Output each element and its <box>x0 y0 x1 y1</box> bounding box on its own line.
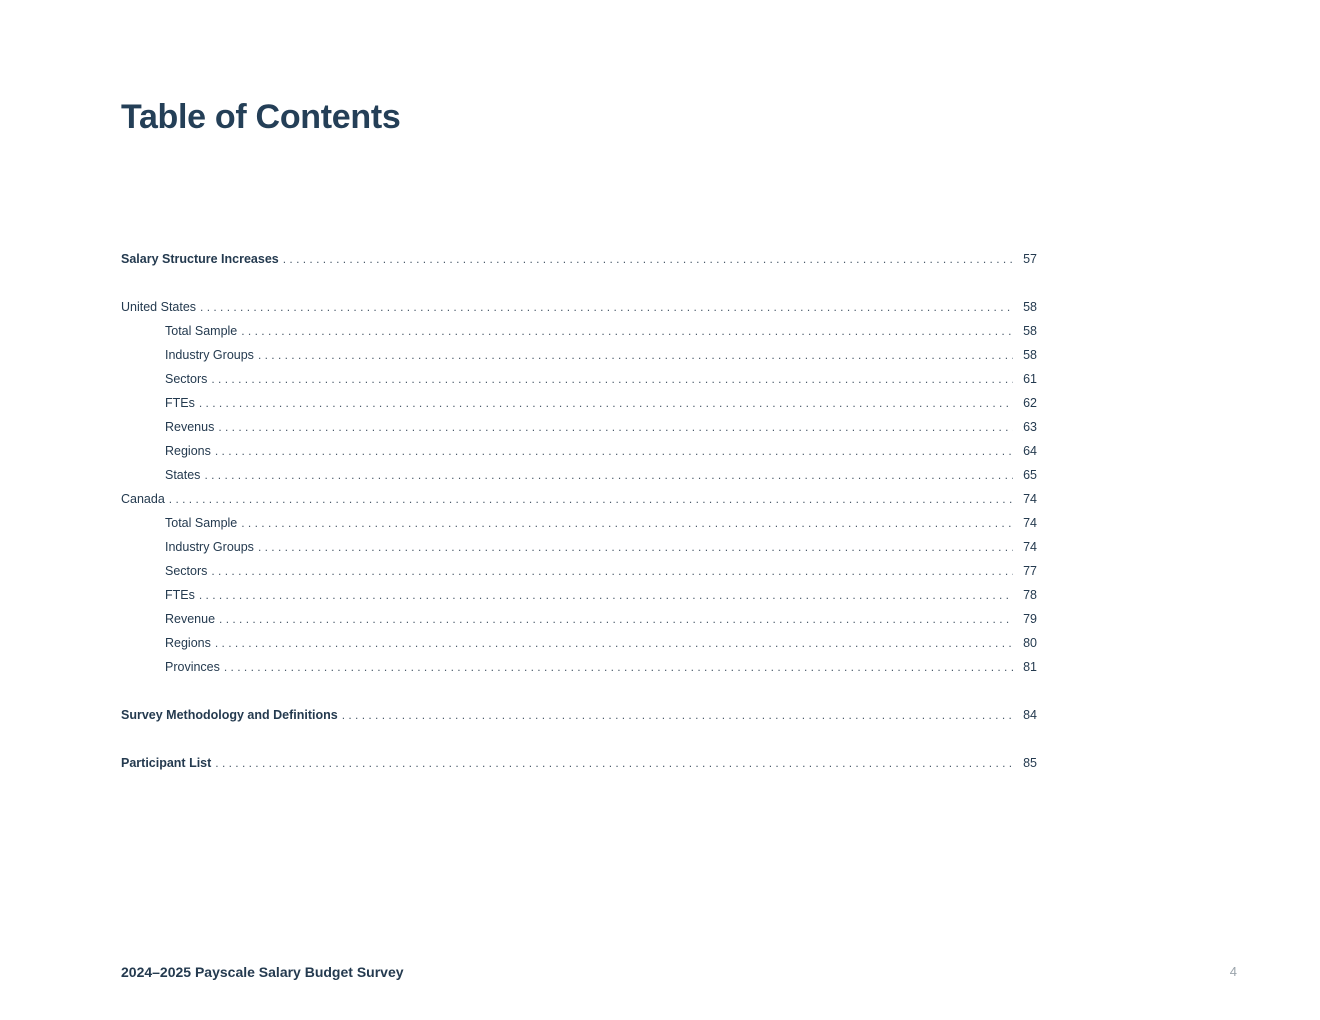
toc-entry-page: 79 <box>1023 612 1037 626</box>
toc-entry[interactable] <box>121 587 1037 611</box>
toc-entry[interactable] <box>121 323 1037 347</box>
toc-entry[interactable] <box>121 395 1037 419</box>
page-title: Table of Contents <box>121 98 401 136</box>
toc-entry-label: Sectors <box>165 564 208 578</box>
toc-entry[interactable] <box>121 419 1037 443</box>
toc-entry-page: 81 <box>1023 660 1037 674</box>
toc-entry-label: Industry Groups <box>165 540 254 554</box>
toc-dot-leader <box>215 755 1013 771</box>
toc-dot-leader <box>169 491 1013 507</box>
toc-dot-leader <box>224 659 1013 675</box>
toc-dot-leader <box>200 299 1013 315</box>
toc-entry-page: 58 <box>1023 348 1037 362</box>
toc-entry-page: 80 <box>1023 636 1037 650</box>
toc-entry-page: 65 <box>1023 468 1037 482</box>
toc-dot-leader <box>211 563 1013 579</box>
toc-entry-label: Canada <box>121 492 165 506</box>
toc-dot-leader <box>218 419 1013 435</box>
toc-dot-leader <box>241 515 1013 531</box>
toc-entry-page: 58 <box>1023 324 1037 338</box>
toc-entry[interactable] <box>121 515 1037 539</box>
page-number: 4 <box>1229 964 1237 979</box>
toc-entry-label: Participant List <box>121 756 212 770</box>
toc-entry-label: Salary Structure Increases <box>121 252 279 266</box>
toc-dot-leader <box>215 635 1013 651</box>
toc-entry[interactable] <box>121 539 1037 563</box>
toc-entry-label: Survey Methodology and Definitions <box>121 708 338 722</box>
table-of-contents <box>121 251 1037 779</box>
toc-entry-label: Sectors <box>165 372 208 386</box>
toc-entry-label: Industry Groups <box>165 348 254 362</box>
toc-entry-label: Provinces <box>165 660 220 674</box>
toc-entry-page: 63 <box>1023 420 1037 434</box>
toc-entry[interactable] <box>121 491 1037 515</box>
toc-dot-leader <box>204 467 1013 483</box>
toc-dot-leader <box>258 347 1013 363</box>
toc-entry-page: 62 <box>1023 396 1037 410</box>
toc-entry-label: Total Sample <box>165 516 238 530</box>
toc-entry[interactable] <box>121 371 1037 395</box>
toc-entry-label: Regions <box>165 444 211 458</box>
toc-dot-leader <box>199 395 1013 411</box>
toc-entry-page: 84 <box>1023 708 1037 722</box>
toc-entry-label: States <box>165 468 201 482</box>
toc-entry-label: Revenus <box>165 420 215 434</box>
toc-entry-label: FTEs <box>165 588 195 602</box>
toc-entry[interactable] <box>121 563 1037 587</box>
toc-entry-page: 77 <box>1023 564 1037 578</box>
toc-entry-page: 85 <box>1023 756 1037 770</box>
toc-entry[interactable] <box>121 755 1037 779</box>
toc-entry-page: 61 <box>1023 372 1037 386</box>
toc-entry-page: 78 <box>1023 588 1037 602</box>
toc-entry-page: 74 <box>1023 540 1037 554</box>
toc-entry[interactable] <box>121 659 1037 683</box>
toc-entry[interactable] <box>121 347 1037 371</box>
toc-entry[interactable] <box>121 707 1037 731</box>
toc-dot-leader <box>211 371 1013 387</box>
toc-dot-leader <box>199 587 1013 603</box>
toc-entry-page: 74 <box>1023 516 1037 530</box>
toc-entry-page: 64 <box>1023 444 1037 458</box>
toc-dot-leader <box>215 443 1013 459</box>
toc-entry-label: Revenue <box>165 612 216 626</box>
toc-dot-leader <box>342 707 1013 723</box>
toc-entry-page: 58 <box>1023 300 1037 314</box>
toc-entry-page: 74 <box>1023 492 1037 506</box>
toc-entry[interactable] <box>121 611 1037 635</box>
toc-entry-label: United States <box>121 300 197 314</box>
toc-entry-label: Regions <box>165 636 211 650</box>
toc-entry[interactable] <box>121 299 1037 323</box>
toc-dot-leader <box>241 323 1013 339</box>
toc-dot-leader <box>283 251 1013 267</box>
toc-entry-label: FTEs <box>165 396 195 410</box>
toc-dot-leader <box>258 539 1013 555</box>
toc-dot-leader <box>219 611 1013 627</box>
toc-entry[interactable] <box>121 635 1037 659</box>
toc-entry[interactable] <box>121 467 1037 491</box>
footer-title: 2024–2025 Payscale Salary Budget Survey <box>121 964 404 980</box>
toc-entry-label: Total Sample <box>165 324 238 338</box>
toc-entry-page: 57 <box>1023 252 1037 266</box>
toc-entry[interactable] <box>121 443 1037 467</box>
toc-entry[interactable] <box>121 251 1037 275</box>
